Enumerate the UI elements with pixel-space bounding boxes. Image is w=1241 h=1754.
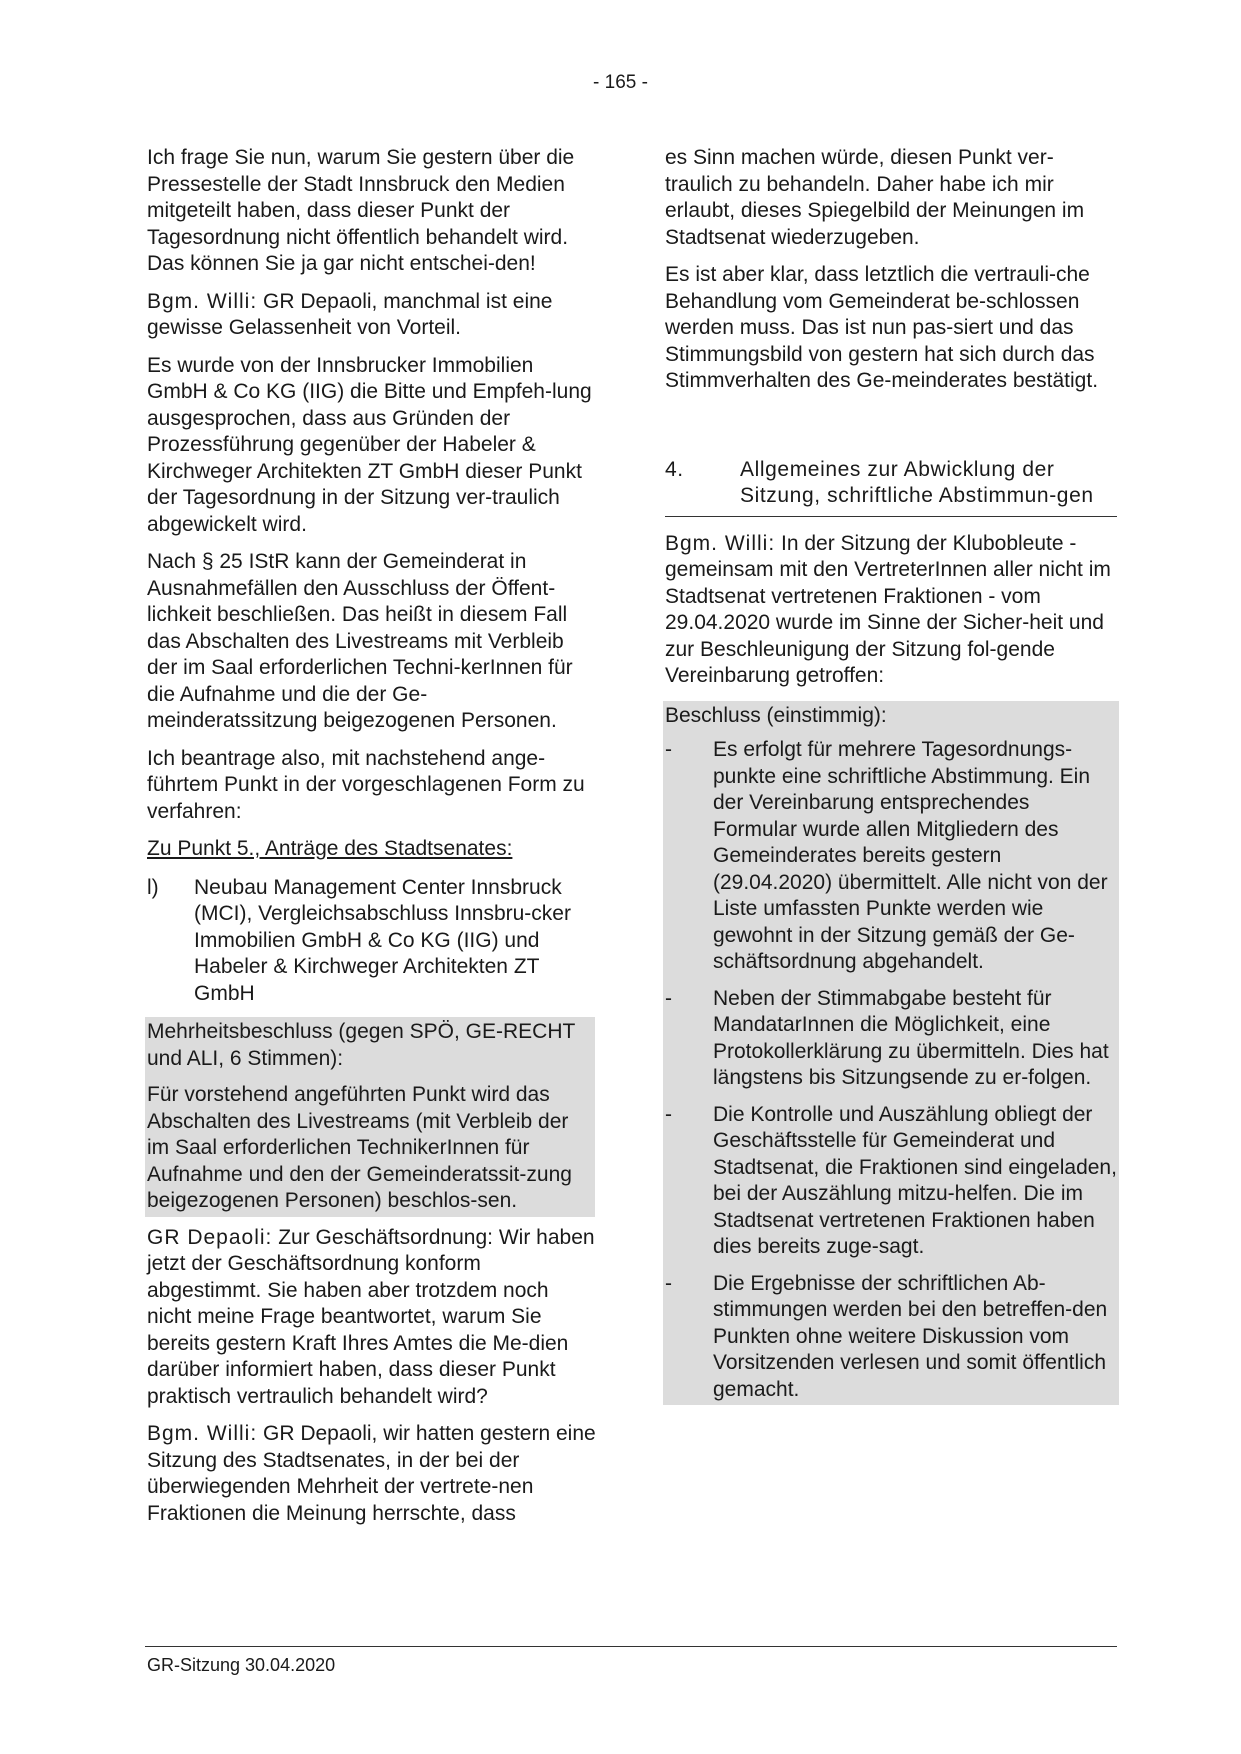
page-number: - 165 - bbox=[593, 72, 648, 93]
bullet-marker: - bbox=[665, 1102, 672, 1126]
list-item-text: Die Kontrolle und Auszählung obliegt der Geschäftsstelle für Gemeinderat und Stadtsenat, die Fraktionen sind eingeladen, bei der Auszählung mitzu-helfen. Die im Stadtsenat vertretenen Fraktionen haben dies bereits zuge-sagt. bbox=[713, 1102, 1117, 1258]
speaker: Bgm. Willi: bbox=[665, 531, 776, 555]
agenda-item-text: Neubau Management Center Innsbruck (MCI), Vergleichsabschluss Innsbru-cker Immobilien GmbH & Co KG (IIG) und Habeler & Kirchweger Architekten ZT GmbH bbox=[194, 875, 571, 1005]
paragraph: Es ist aber klar, dass letztlich die vertrauli-che Behandlung vom Gemeinderat be-schlossen werden muss. Das ist nun pas-siert und das Stimmungsbild von gestern hat sich durch das Stimmverhalten des Ge-meinderates bestätigt. bbox=[665, 263, 1099, 392]
section-number: 4. bbox=[665, 457, 684, 481]
agenda-reference: Zu Punkt 5., Anträge des Stadtsenates: bbox=[147, 837, 513, 860]
section-heading bbox=[665, 457, 1117, 517]
list-item-text: Es erfolgt für mehrere Tagesordnungs-punkte eine schriftliche Abstimmung. Ein der Vereinbarung entsprechendes Formular wurde allen Mitgliedern des Gemeinderates bereits gestern (29.04.2020) übermittelt. Alle nicht von der Liste umfassten Punkte werden wie gewohnt in der Sitzung gemäß der Ge-schäftsordnung abgehandelt. bbox=[713, 738, 1108, 973]
speaker: GR Depaoli: bbox=[147, 1225, 273, 1249]
resolution-title: Beschluss (einstimmig): bbox=[665, 703, 887, 727]
paragraph: Ich beantrage also, mit nachstehend ange-führtem Punkt in der vorgeschlagenen Form zu verfahren: bbox=[147, 746, 585, 823]
list-item bbox=[665, 1271, 1117, 1404]
paragraph bbox=[147, 1421, 597, 1527]
speech-text: In der Sitzung der Klubobleute - gemeinsam mit den VertreterInnen aller nicht im Stadtsenat vertretenen Fraktionen - vom 29.04.2020 wurde im Sinne der Sicher-heit und zur Beschleunigung der Sitzung fol-gende Vereinbarung getroffen: bbox=[665, 531, 1111, 687]
section-title: Allgemeines zur Abwicklung der Sitzung, schriftliche Abstimmun-gen bbox=[740, 457, 1094, 507]
list-item bbox=[665, 737, 1117, 976]
resolution-box bbox=[145, 1017, 595, 1217]
right-column bbox=[665, 145, 1117, 1413]
speech-text: Zur Geschäftsordnung: Wir haben jetzt der Geschäftsordnung konform abgestimmt. Sie haben aber trotzdem noch nicht meine Frage beantwortet, warum Sie bereits gestern Kraft Ihres Amtes die Me-dien darüber informiert haben, dass dieser Punkt praktisch vertraulich behandelt wird? bbox=[147, 1225, 595, 1408]
bullet-marker: - bbox=[665, 738, 672, 761]
list-item-text: Neben der Stimmabgabe besteht für MandatarInnen die Möglichkeit, eine Protokollerklärung zu übermitteln. Dies hat längstens bis Sitzungsende zu er-folgen. bbox=[713, 986, 1109, 1089]
speech-text: GR Depaoli, manchmal ist eine gewisse Gelassenheit von Vorteil. bbox=[147, 289, 553, 339]
left-column bbox=[147, 145, 597, 1538]
paragraph bbox=[665, 531, 1117, 690]
paragraph bbox=[147, 289, 597, 342]
bullet-marker: - bbox=[665, 1271, 672, 1295]
agenda-item bbox=[147, 875, 597, 1008]
paragraph bbox=[147, 1225, 597, 1411]
speaker: Bgm. Willi: bbox=[147, 289, 258, 313]
list-item bbox=[665, 986, 1117, 1092]
footer-text: GR-Sitzung 30.04.2020 bbox=[147, 1655, 336, 1675]
resolution-box bbox=[663, 701, 1119, 1406]
paragraph: Es wurde von der Innsbrucker Immobilien GmbH & Co KG (IIG) die Bitte und Empfeh-lung ausgesprochen, dass aus Gründen der Prozessführung gegenüber der Habeler & Kirchweger Architekten ZT GmbH dieser Punkt der Tagesordnung in der Sitzung ver-traulich abgewickelt wird. bbox=[147, 353, 592, 536]
paragraph: Nach § 25 IStR kann der Gemeinderat in Ausnahmefällen den Ausschluss der Öffent-lichkeit beschließen. Das heißt in diesem Fall das Abschalten des Livestreams mit Verbleib der im Saal erforderlichen Techni-kerInnen für die Aufnahme und die der Ge-meinderatssitzung beigezogenen Personen. bbox=[147, 550, 573, 732]
paragraph: Ich frage Sie nun, warum Sie gestern über die Pressestelle der Stadt Innsbruck den Medien mitgeteilt haben, dass dieser Punkt der Tagesordnung nicht öffentlich behandelt wird. Das können Sie ja gar nicht entschei-den! bbox=[147, 146, 575, 275]
bullet-marker: - bbox=[665, 986, 672, 1010]
footer-divider bbox=[145, 1646, 1117, 1647]
speaker: Bgm. Willi: bbox=[147, 1422, 258, 1445]
speech-text: GR Depaoli, wir hatten gestern eine Sitzung des Stadtsenates, in der bei der überwiegenden Mehrheit der vertrete-nen Fraktionen die Meinung herrschte, dass bbox=[147, 1422, 596, 1525]
resolution-text: Für vorstehend angeführten Punkt wird das Abschalten des Livestreams (mit Verbleib der im Saal erforderlichen TechnikerInnen für Aufnahme und den der Gemeinderatssit-zung beigezogenen Personen) beschlos-sen. bbox=[147, 1083, 572, 1212]
resolution-title: Mehrheitsbeschluss (gegen SPÖ, GE-RECHT und ALI, 6 Stimmen): bbox=[147, 1020, 575, 1070]
agenda-item-label: l) bbox=[147, 875, 159, 899]
list-item bbox=[665, 1102, 1117, 1261]
paragraph: es Sinn machen würde, diesen Punkt ver-traulich zu behandeln. Daher habe ich mir erlaubt, dieses Spiegelbild der Meinungen im Stadtsenat wiederzugeben. bbox=[665, 146, 1085, 249]
list-item-text: Die Ergebnisse der schriftlichen Ab-stimmungen werden bei den betreffen-den Punkten ohne weitere Diskussion vom Vorsitzenden verlesen und somit öffentlich gemacht. bbox=[713, 1271, 1108, 1401]
